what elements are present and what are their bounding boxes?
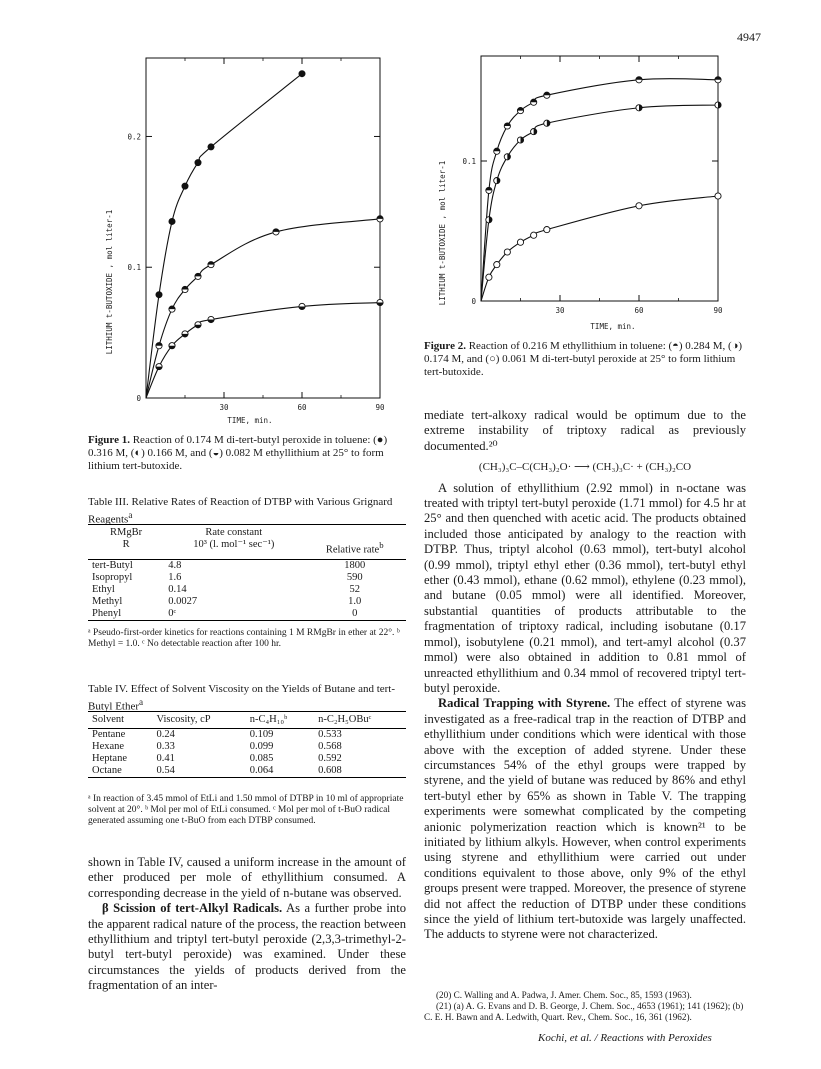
table-4-head-ether: n-C₂H₅OBuᶜ [318, 714, 372, 725]
table-4-cell: 0.568 [318, 741, 342, 752]
fig1-series-1-point [169, 218, 175, 224]
table-3-row [88, 572, 406, 584]
fig2-ytick-label: 0.1 [462, 157, 476, 166]
right-paragraph-1: A solution of ethyllithium (2.92 mmol) in n-octane was treated with triptyl tert-butyl peroxide (1.71 mmol) for 4.5 hr at 25° and then quenched with acetic acid. The products obtained included those anticipated by analogy to the reaction with DTBP. Thus, triptyl alcohol (0.63 mmol), tert-butyl alcohol (0.99 mmol), triptyl ethyl ether (0.36 mmol), tert-butyl ethyl ether (0.43 mmol), ethane (0.62 mmol), ethylene (0.23 mmol), and butane (0.05 mmol) were all identified. Moreover, substantial quantities of products attributable to the fragmentation of triptoxy radical, including isobutane (0.17 mmol), isobutylene (0.21 mmol), and tert-amyl alcohol (0.37 mmol) were also obtained in addition to 0.81 mmol of unreacted ethyllithium and 0.34 mmol of recovered triptyl tert-butyl peroxide. [424, 480, 746, 695]
table-4-head-solvent: Solvent [92, 714, 125, 725]
running-footer: Kochi, et al. / Reactions with Peroxides [538, 1032, 712, 1044]
fig2-series-3-point [517, 239, 523, 245]
table-4-cell: 0.109 [249, 729, 274, 740]
table-4-cell: 0.533 [318, 729, 342, 740]
left-paragraph-2 [88, 901, 406, 993]
table-3-cell: 1.0 [348, 595, 362, 607]
table-3-row [88, 559, 406, 572]
table-4-title-text: Table IV. Effect of Solvent Viscosity on the Yields of Butane and tert-Butyl Ether [88, 683, 396, 713]
table-4-cell: Hexane [92, 741, 125, 752]
right-paragraph-0: mediate tert-alkoxy radical would be optimum due to the extreme instability of triptoxy radical as previously documented.²⁰ [424, 408, 746, 453]
table-3-title-sup: a [128, 510, 133, 520]
figure-2-caption-label: Figure 2. [424, 340, 466, 352]
table-3-cell: Isopropyl [92, 571, 133, 583]
table-3-cell: 0.0027 [168, 595, 198, 607]
table-3-cell: Methyl [92, 595, 123, 607]
table-4-cell: 0.592 [318, 753, 342, 764]
table-3-head-r: R [122, 539, 130, 550]
table-4-title [88, 683, 406, 714]
table-3-row [88, 584, 406, 596]
figure-2 [428, 48, 748, 338]
fig1-frame [146, 58, 380, 398]
equation-triptoxy-fragmentation: (CH₃)₃C–C(CH₃)₂O· ⟶ (CH₃)₃C· + (CH₃)₂CO [478, 461, 692, 474]
fig1-ytick-label: 0 [136, 394, 141, 403]
figure-1-xlabel: TIME, min. [227, 416, 273, 425]
left-paragraph-2-text: As a further probe into the apparent radical nature of the process, the reaction between ethyllithium and triptyl tert-butyl peroxide (2,3,3-trimethyl-2-butyl tert-butyl peroxide) was examined. Under these circumstances the yields of products derived from the fragmentation of an inter- [88, 901, 406, 993]
fig2-series-3-point [544, 227, 550, 233]
fig2-series-3-point [715, 193, 721, 199]
table-4-cell: 0.099 [249, 741, 274, 752]
table-3-row [88, 608, 406, 621]
fig2-series-3-point [636, 203, 642, 209]
table-4-footnote: ᵃ In reaction of 3.45 mmol of EtLi and 1.50 mmol of DTBP in 10 ml of appropriate solvent at 20°. ᵇ Mol per mol of EtLi consumed. ᶜ Mol per mol of t-BuO radical generated assuming one t-BuO from each DTBP consumed. [88, 794, 404, 826]
fig2-series-3-point [531, 232, 537, 238]
table-4-cell: Heptane [92, 753, 127, 764]
table-3-cell: 0ᶜ [168, 607, 177, 619]
table-4-row [88, 765, 406, 778]
table-3-footnote: ᵃ Pseudo-first-order kinetics for reactions containing 1 M RMgBr in ether at 22°. ᵇ Methyl = 1.0. ᶜ No detectable reaction after 100 hr. [88, 628, 400, 649]
reference-20: (20) C. Walling and A. Padwa, J. Amer. Chem. Soc., 85, 1593 (1963). [436, 990, 692, 1000]
page-number: 4947 [737, 30, 761, 44]
table-4-cell: 0.24 [156, 729, 175, 740]
figure-1-plot [90, 48, 390, 428]
table-3-cell: 52 [349, 583, 360, 595]
right-paragraph-2 [424, 696, 746, 943]
fig1-ytick-label: 0.2 [127, 132, 141, 142]
figure-1-ylabel: LITHIUM t-BUTOXIDE , mol liter-1 [105, 209, 114, 355]
fig1-series-1-point [299, 71, 305, 77]
references [424, 990, 746, 1023]
fig2-series-3-point [486, 274, 492, 280]
fig2-xtick-label: 30 [555, 306, 565, 315]
table-3-cell: 0.14 [168, 583, 187, 595]
table-3-cell: 4.8 [168, 559, 182, 571]
table-3-row [88, 596, 406, 608]
figure-1-caption-label: Figure 1. [88, 434, 130, 446]
table-3-head-rel-text: Relative rate [325, 544, 380, 556]
figure-2-ylabel: LITHIUM t-BUTOXIDE , mol liter-1 [438, 160, 447, 306]
table-4-cell: 0.085 [249, 753, 274, 764]
table-3-cell: 590 [346, 571, 363, 583]
table-4-row [88, 753, 406, 765]
table-3-title-text: Table III. Relative Rates of Reaction of DTBP with Various Grignard Reagents [88, 496, 393, 526]
table-4-title-sup: a [139, 697, 144, 707]
table-3-cell: Ethyl [92, 583, 115, 595]
table-3-head-rmgbr: RMgBr [110, 527, 143, 538]
fig1-series-3-line [146, 303, 380, 398]
fig1-xtick-label: 90 [375, 403, 385, 412]
table-3-head-rel [303, 539, 406, 559]
fig2-series-2-line [481, 105, 718, 301]
section-heading-beta-scission: β Scission of tert-Alkyl Radicals. [102, 901, 283, 916]
fig2-ytick-label: 0 [471, 297, 476, 306]
left-paragraph-1: shown in Table IV, caused a uniform increase in the amount of ether produced per mole of ethyllithium consumed. A corresponding decrease in the yield of n-butane was observed. [88, 855, 406, 900]
section-heading-radical-trapping: Radical Trapping with Styrene. [438, 696, 611, 711]
table-3-cell: tert-Butyl [92, 559, 133, 571]
table-3-cell: Phenyl [92, 607, 122, 619]
table-4 [88, 711, 406, 778]
fig1-series-1-point [156, 292, 162, 298]
figure-2-caption-text: Reaction of 0.216 M ethyllithium in toluene: (◓) 0.284 M, (◑) 0.174 M, and (○) 0.061 M di-tert-butyl peroxide at 25° to form lithium tert-butoxide. [424, 340, 742, 378]
right-paragraph-2-text: The effect of styrene was investigated as a free-radical trap in the reaction of DTBP and ethyllithium under conditions which were identical with those above with the exception of added styrene. Under these circumstances 54% of the ethyl groups were trapped by styrene, and the yield of butane was reduced by 86% and ethyl tert-butyl ether by 65% as shown in Table V. The trapping experiments were somewhat complicated by the competing anionic polymerization reaction which is known²¹ to be initiated by lithium alkyls. However, when control experiments using styrene and ethyllithium were carried out under conditions equivalent to those above, only 9% of the ethyl groups present were trapped. Moreover, the presence of styrene did not affect the reduction of DTBP under these conditions since the yield of lithium tert-butoxide was largely unaffected. The adducts to styrene were not characterized. [424, 696, 747, 942]
table-4-cell: Octane [92, 765, 122, 776]
right-column-body [424, 408, 746, 943]
table-4-head-butane: n-C₄H₁₀ᵇ [249, 714, 288, 725]
fig2-xtick-label: 90 [713, 306, 723, 315]
table-4-cell: 0.064 [249, 765, 274, 776]
table-4-cell: 0.33 [156, 741, 175, 752]
fig2-series-3-point [504, 249, 510, 255]
fig2-series-3-line [481, 196, 718, 301]
figure-2-plot [428, 48, 748, 338]
table-3-head-rel-sup: b [379, 540, 384, 550]
fig2-frame [481, 56, 718, 301]
fig1-ytick-label: 0.1 [127, 263, 141, 273]
table-3-head-rate-units: 10³ (l. mol⁻¹ sec⁻¹) [193, 539, 275, 550]
table-4-cell: Pentane [92, 729, 126, 740]
table-3-cell: 1800 [344, 559, 366, 571]
fig2-xtick-label: 60 [634, 306, 644, 315]
figure-2-xlabel: TIME, min. [590, 322, 636, 331]
fig1-series-1-point [208, 144, 214, 150]
left-column-body [88, 855, 406, 994]
fig2-series-3-point [494, 262, 500, 268]
fig1-series-1-point [182, 183, 188, 189]
table-3-title [88, 496, 406, 527]
table-4-head-viscosity: Viscosity, cP [156, 714, 211, 725]
table-3-head-rate: Rate constant [205, 527, 263, 538]
fig1-xtick-label: 60 [297, 403, 307, 412]
figure-1-caption-text: Reaction of 0.174 M di-tert-butyl peroxide in toluene: (●) 0.316 M, (◐) 0.166 M, and (◒) 0.082 M ethyllithium at 25° to form lithium tert-butoxide. [88, 434, 388, 472]
fig1-series-2-line [146, 219, 380, 398]
table-3-cell: 0 [352, 607, 358, 619]
figure-1 [90, 48, 390, 428]
figure-2-caption [424, 340, 744, 379]
table-4-cell: 0.41 [156, 753, 175, 764]
table-4-row [88, 729, 406, 742]
fig1-series-1-point [195, 160, 201, 166]
fig1-xtick-label: 30 [219, 403, 229, 412]
fig2-series-1-line [481, 79, 718, 301]
table-4-cell: 0.54 [156, 765, 175, 776]
table-4-row [88, 741, 406, 753]
table-3 [88, 524, 406, 621]
table-4-cell: 0.608 [318, 765, 342, 776]
figure-1-caption [88, 434, 406, 473]
reference-21: (21) (a) A. G. Evans and D. B. George, J. Chem. Soc., 4653 (1961); 141 (1962); (b) C. E. H. Bawn and A. Ledwith, Quart. Rev., Chem. Soc., 16, 361 (1962). [424, 1001, 744, 1022]
table-3-cell: 1.6 [168, 571, 182, 583]
